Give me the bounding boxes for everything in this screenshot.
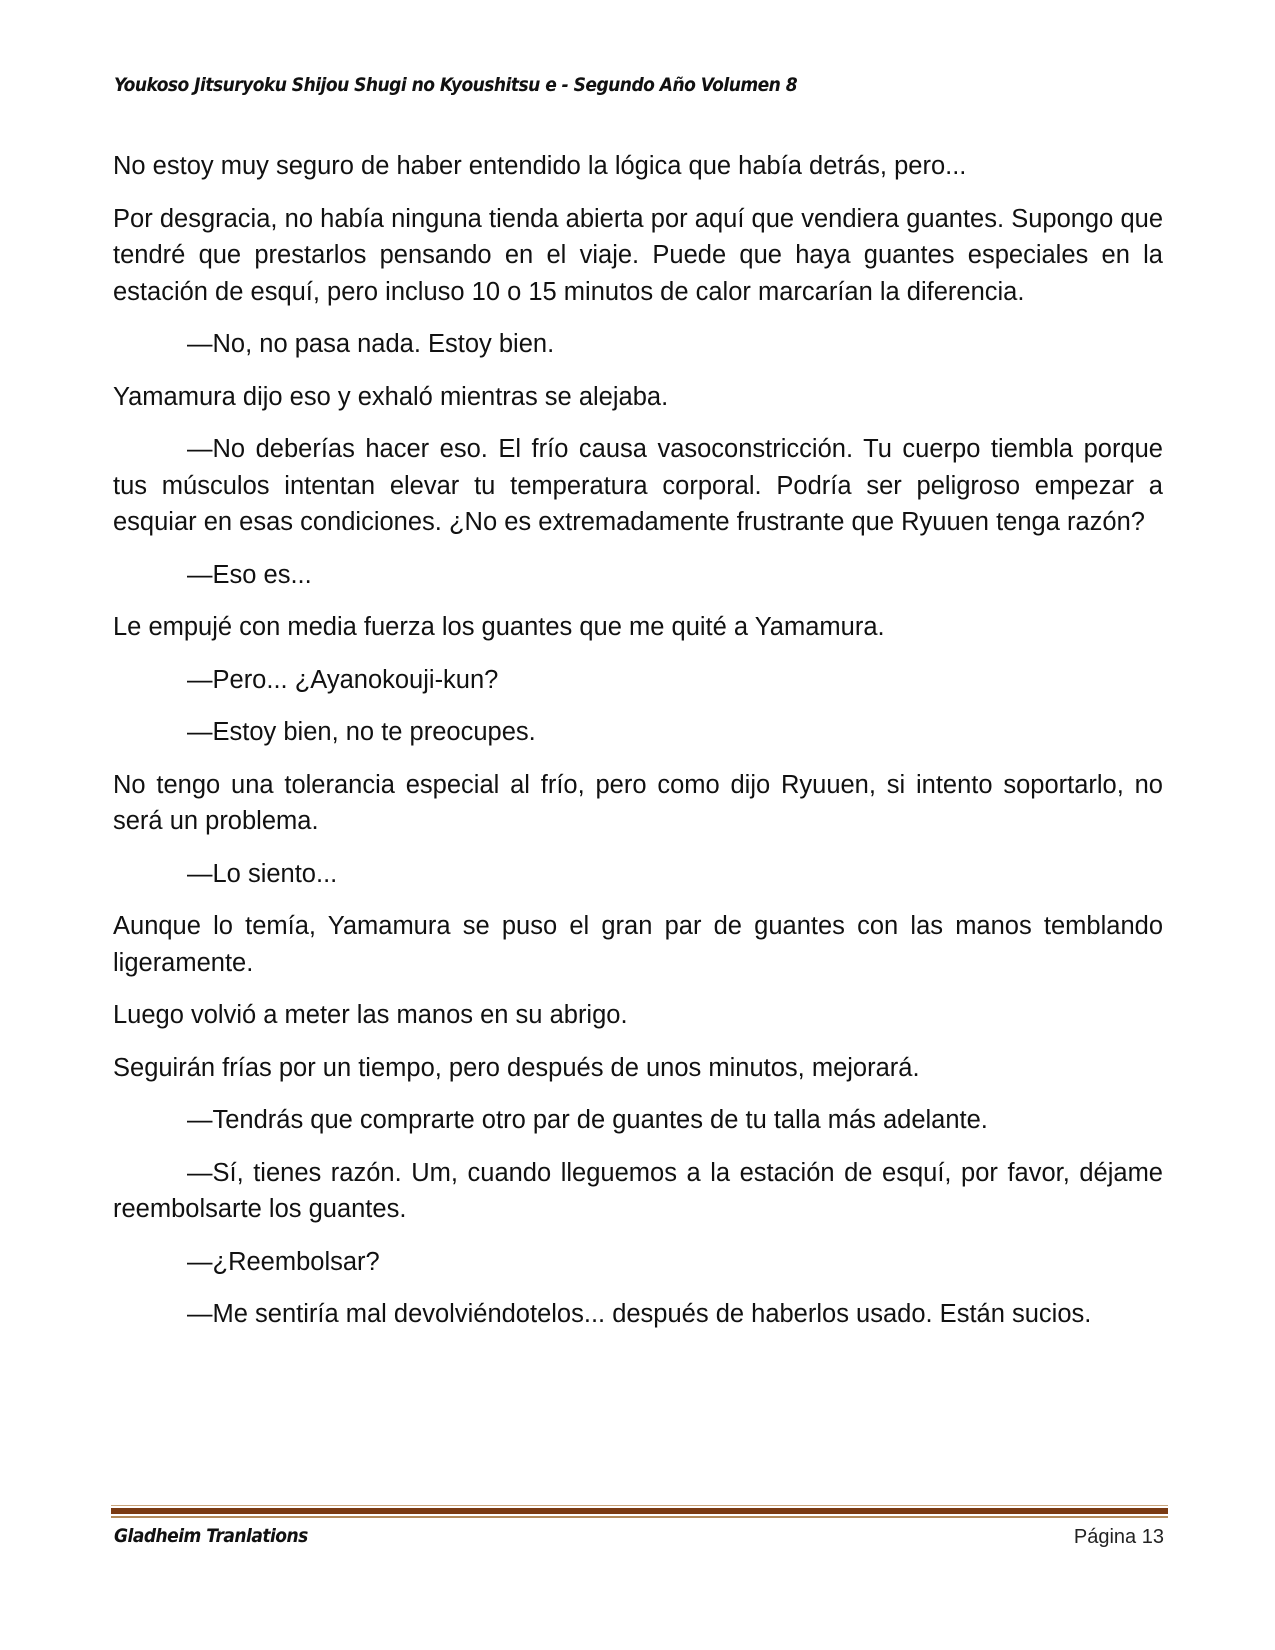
dialogue-paragraph: —Me sentiría mal devolviéndotelos... después de haberlos usado. Están sucios. <box>187 1300 1092 1328</box>
dialogue-paragraph: —Eso es... <box>187 560 312 589</box>
narration-paragraph: No tengo una tolerancia especial al frío, pero como dijo Ryuuen, si intento soportarlo, no será un problema. <box>113 770 1163 835</box>
running-header: Youkoso Jitsuryoku Shijou Shugi no Kyoushitsu e - Segundo Año Volumen 8 <box>114 74 798 96</box>
footer-rule-light <box>111 1516 1168 1518</box>
narration-paragraph: Seguirán frías por un tiempo, pero después de unos minutos, mejorará. <box>113 1053 920 1082</box>
dialogue-paragraph: —Estoy bien, no te preocupes. <box>187 718 536 746</box>
dialogue-paragraph: —No, no pasa nada. Estoy bien. <box>187 330 555 358</box>
footer-rule <box>111 1508 1168 1514</box>
narration-paragraph: Por desgracia, no había ninguna tienda abierta por aquí que vendiera guantes. Supongo que tendré que prestarlos pensando en el viaje. Puede que haya guantes especiales en la estación de esquí, pero incluso 10 o 15 minutos de calor marcarían la diferencia. <box>113 204 1163 306</box>
narration-paragraph: Yamamura dijo eso y exhaló mientras se alejaba. <box>113 382 669 411</box>
dialogue-paragraph: —Tendrás que comprarte otro par de guantes de tu talla más adelante. <box>187 1106 988 1134</box>
narration-paragraph: No estoy muy seguro de haber entendido la lógica que había detrás, pero... <box>113 152 967 180</box>
narration-paragraph: Aunque lo temía, Yamamura se puso el gran par de guantes con las manos temblando ligeramente. <box>113 912 1163 977</box>
dialogue-paragraph: —Sí, tienes razón. Um, cuando lleguemos a la estación de esquí, por favor, déjame reembolsarte los guantes. <box>113 1158 1163 1223</box>
footer-rule-thin <box>111 1505 1168 1506</box>
page-label: Página <box>1073 1526 1137 1548</box>
dialogue-paragraph: —Pero... ¿Ayanokouji-kun? <box>187 665 499 694</box>
page-number-value: 13 <box>1141 1526 1164 1548</box>
page-body <box>113 148 1163 1349</box>
footer-translator: Gladheim Tranlations <box>114 1525 308 1547</box>
narration-paragraph: Luego volvió a meter las manos en su abrigo. <box>113 1001 628 1029</box>
dialogue-paragraph: —¿Reembolsar? <box>187 1247 380 1276</box>
page-number <box>1074 1526 1164 1549</box>
dialogue-paragraph: —No deberías hacer eso. El frío causa vasoconstricción. Tu cuerpo tiembla porque tus músculos intentan elevar tu temperatura corporal. Podría ser peligroso empezar a esquiar en esas condiciones. ¿No es extremadamente frustrante que Ryuuen tenga razón? <box>113 435 1163 536</box>
narration-paragraph: Le empujé con media fuerza los guantes que me quité a Yamamura. <box>113 613 885 641</box>
dialogue-paragraph: —Lo siento... <box>187 859 338 888</box>
